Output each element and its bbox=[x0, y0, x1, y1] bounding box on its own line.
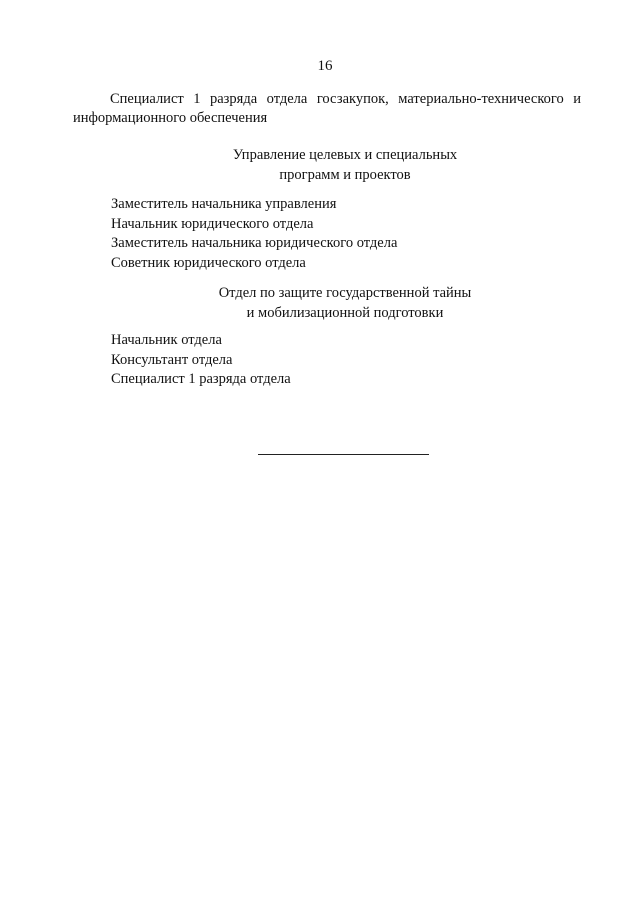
intro-position bbox=[73, 90, 581, 128]
section-heading-targeted-programs bbox=[0, 145, 640, 185]
position-item: Консультант отдела bbox=[111, 351, 233, 368]
intro-line-2: информационного обеспечения bbox=[73, 110, 268, 126]
section-heading-line: Управление целевых и специальных bbox=[232, 147, 458, 163]
page-number: 16 bbox=[317, 58, 333, 74]
section-heading-line: Отдел по защите государственной тайны bbox=[218, 285, 472, 301]
end-of-document-rule bbox=[258, 454, 429, 455]
position-item: Начальник отдела bbox=[111, 332, 222, 348]
section-heading-line: и мобилизационной подготовки bbox=[246, 305, 444, 321]
intro-line-1: Специалист 1 разряда отдела госзакупок, материально-технического и bbox=[110, 91, 581, 107]
position-item: Советник юридического отдела bbox=[111, 254, 306, 271]
section-heading-state-secret-protection bbox=[0, 283, 640, 323]
section-heading-line: программ и проектов bbox=[279, 167, 411, 183]
position-item: Заместитель начальника юридического отдела bbox=[111, 235, 398, 251]
position-item: Заместитель начальника управления bbox=[111, 196, 337, 212]
position-item: Начальник юридического отдела bbox=[111, 215, 314, 232]
positions-list-state-secret-protection bbox=[111, 331, 291, 390]
positions-list-targeted-programs bbox=[111, 195, 397, 273]
position-item: Специалист 1 разряда отдела bbox=[111, 371, 291, 387]
